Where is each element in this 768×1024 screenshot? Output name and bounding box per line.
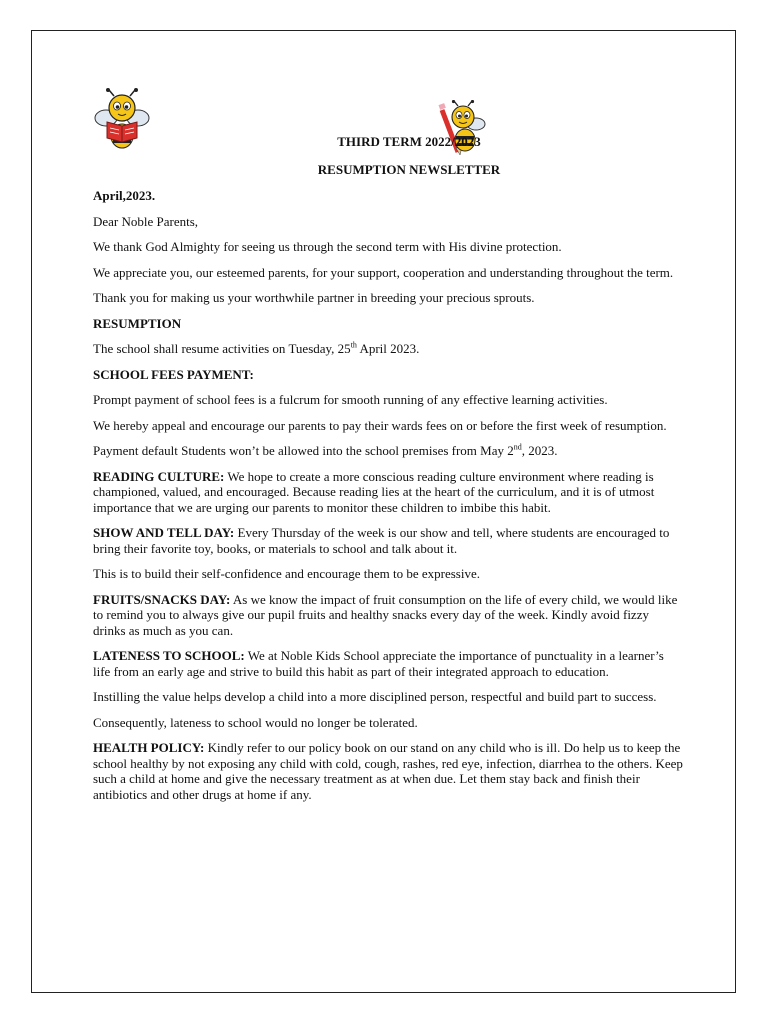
paragraph-show-and-tell <box>93 525 683 556</box>
fruits-snacks-label: FRUITS/SNACKS DAY: <box>93 591 231 607</box>
heading-school-fees: SCHOOL FEES PAYMENT: <box>93 366 254 382</box>
salutation: Dear Noble Parents, <box>93 213 199 229</box>
fees-default-text-end: , 2023. <box>521 443 558 458</box>
resumption-text-end: April 2023. <box>356 341 420 356</box>
newsletter-body <box>93 134 683 812</box>
paragraph-fees-default <box>93 443 683 459</box>
paragraph-lateness <box>93 648 683 679</box>
fruits-snacks-text: As we know the impact of fruit consumption on the life of every child, we would like to remind you to always give our pupil fruits and healthy snacks every day of the week. Kindly avoid fizzy drinks as much as you can. <box>93 591 678 638</box>
newsletter-date: April,2023. <box>93 188 156 203</box>
resumption-text: The school shall resume activities on Tuesday, 25 <box>93 341 351 356</box>
paragraph-appreciation: We appreciate you, our esteemed parents, for your support, cooperation and understanding throughout the term. <box>93 264 674 280</box>
paragraph-instilling-value: Instilling the value helps develop a child into a more disciplined person, respectful and build part to success. <box>93 689 657 704</box>
paragraph-health-policy <box>93 740 683 802</box>
paragraph-resumption-date <box>93 341 683 357</box>
paragraph-reading-culture <box>93 469 683 516</box>
lateness-text: We at Noble Kids School appreciate the importance of punctuality in a learner’s life from an early age and strive to build this habit as part of their integrated approach to education. <box>93 648 664 679</box>
lateness-label: LATENESS TO SCHOOL: <box>93 648 245 663</box>
reading-culture-label: READING CULTURE: <box>93 468 225 484</box>
health-policy-label: HEALTH POLICY: <box>93 740 205 755</box>
paragraph-lateness-not-tolerated: Consequently, lateness to school would no longer be tolerated. <box>93 714 418 730</box>
paragraph-partner: Thank you for making us your worthwhile partner in breeding your precious sprouts. <box>93 290 535 305</box>
paragraph-fees-appeal: We hereby appeal and encourage our parents to pay their wards fees on or before the first week of resumption. <box>93 417 667 433</box>
paragraph-self-confidence: This is to build their self-confidence and encourage them to be expressive. <box>93 566 480 581</box>
paragraph-fees-prompt: Prompt payment of school fees is a fulcrum for smooth running of any effective learning activities. <box>93 392 608 407</box>
show-tell-label: SHOW AND TELL DAY: <box>93 525 235 540</box>
newsletter-title-term: THIRD TERM 2022/2023 <box>337 134 481 149</box>
resumption-ordinal: th <box>350 340 357 350</box>
reading-culture-text: We hope to create a more conscious reading culture environment where reading is championed, valued, and encouraged. Because reading lies at the heart of the curriculum, and it is of utmost importance that we are urging our parents to monitor these children to imbibe this habit. <box>93 468 655 515</box>
paragraph-thanks-god: We thank God Almighty for seeing us through the second term with His divine protection. <box>93 239 562 254</box>
fees-default-ordinal: nd <box>513 442 522 452</box>
health-policy-text: Kindly refer to our policy book on our stand on any child who is ill. Do help us to keep the school healthy by not exposing any child with cold, cough, rashes, red eye, infection, diarrhea to the others. Keep such a child at home and give the necessary treatment as at when due. Let them stay back and finish their antibiotics and other drugs at home if any. <box>93 740 683 802</box>
heading-resumption: RESUMPTION <box>93 315 182 331</box>
newsletter-title: RESUMPTION NEWSLETTER <box>317 161 501 177</box>
show-tell-text: Every Thursday of the week is our show and tell, where students are encouraged to bring their favorite toy, books, or materials to school and talk about it. <box>93 525 670 556</box>
paragraph-fruits-snacks <box>93 592 683 639</box>
fees-default-text: Payment default Students won’t be allowed into the school premises from May 2 <box>93 443 514 458</box>
